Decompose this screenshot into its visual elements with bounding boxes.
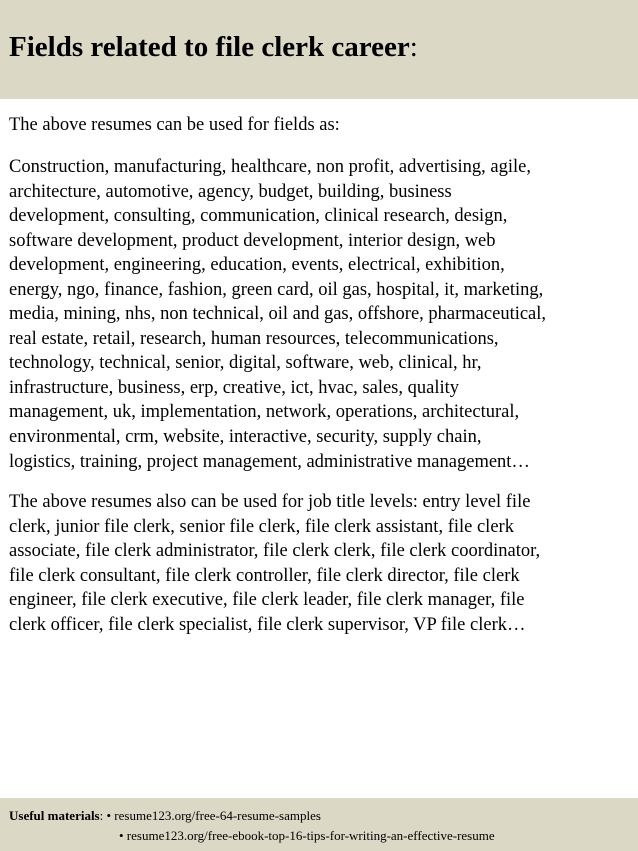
main-content [9,113,634,653]
header-band [0,0,638,99]
intro-text: The above resumes can be used for fields as: [9,115,340,135]
job-levels-paragraph: The above resumes also can be used for job title levels: entry level file clerk, junior file clerk, senior file clerk, file clerk assistant, file clerk associate, file clerk administrator, file clerk clerk, file clerk coordinator, file clerk consultant, file clerk controller, file clerk director, file clerk engineer, file clerk executive, file clerk leader, file clerk manager, file clerk officer, file clerk specialist, file clerk supervisor, VP file clerk… [9,492,541,635]
title-text: Fields related to file clerk career [9,31,410,63]
footer-row-2 [9,826,638,846]
footer-label: Useful materials [9,808,100,823]
title-colon: : [409,31,418,63]
fields-paragraph: Construction, manufacturing, healthcare, non profit, advertising, agile, architecture, automotive, agency, budget, building, business development, consulting, communication, clinical research, design, software development, product development, interior design, web development, engineering, education, events, electrical, exhibition, energy, ngo, finance, fashion, green card, oil gas, hospital, it, marketing, media, mining, nhs, non technical, oil and gas, offshore, pharmaceutical, real estate, retail, research, human resources, telecommunications, technology, technical, senior, digital, software, web, clinical, hr, infrastructure, business, erp, creative, ict, hvac, sales, quality management, uk, implementation, network, operations, architectural, environmental, crm, website, interactive, security, supply chain, logistics, training, project management, administrative management… [9,157,547,472]
page-title [9,30,638,64]
footer-separator: : [99,808,107,823]
footer-band [0,798,638,851]
footer-link-resume-samples[interactable]: • resume123.org/free-64-resume-samples [106,808,321,823]
footer-link-ebook[interactable]: • resume123.org/free-ebook-top-16-tips-for-writing-an-effective-resume [119,828,495,843]
footer-row-1 [9,806,638,826]
